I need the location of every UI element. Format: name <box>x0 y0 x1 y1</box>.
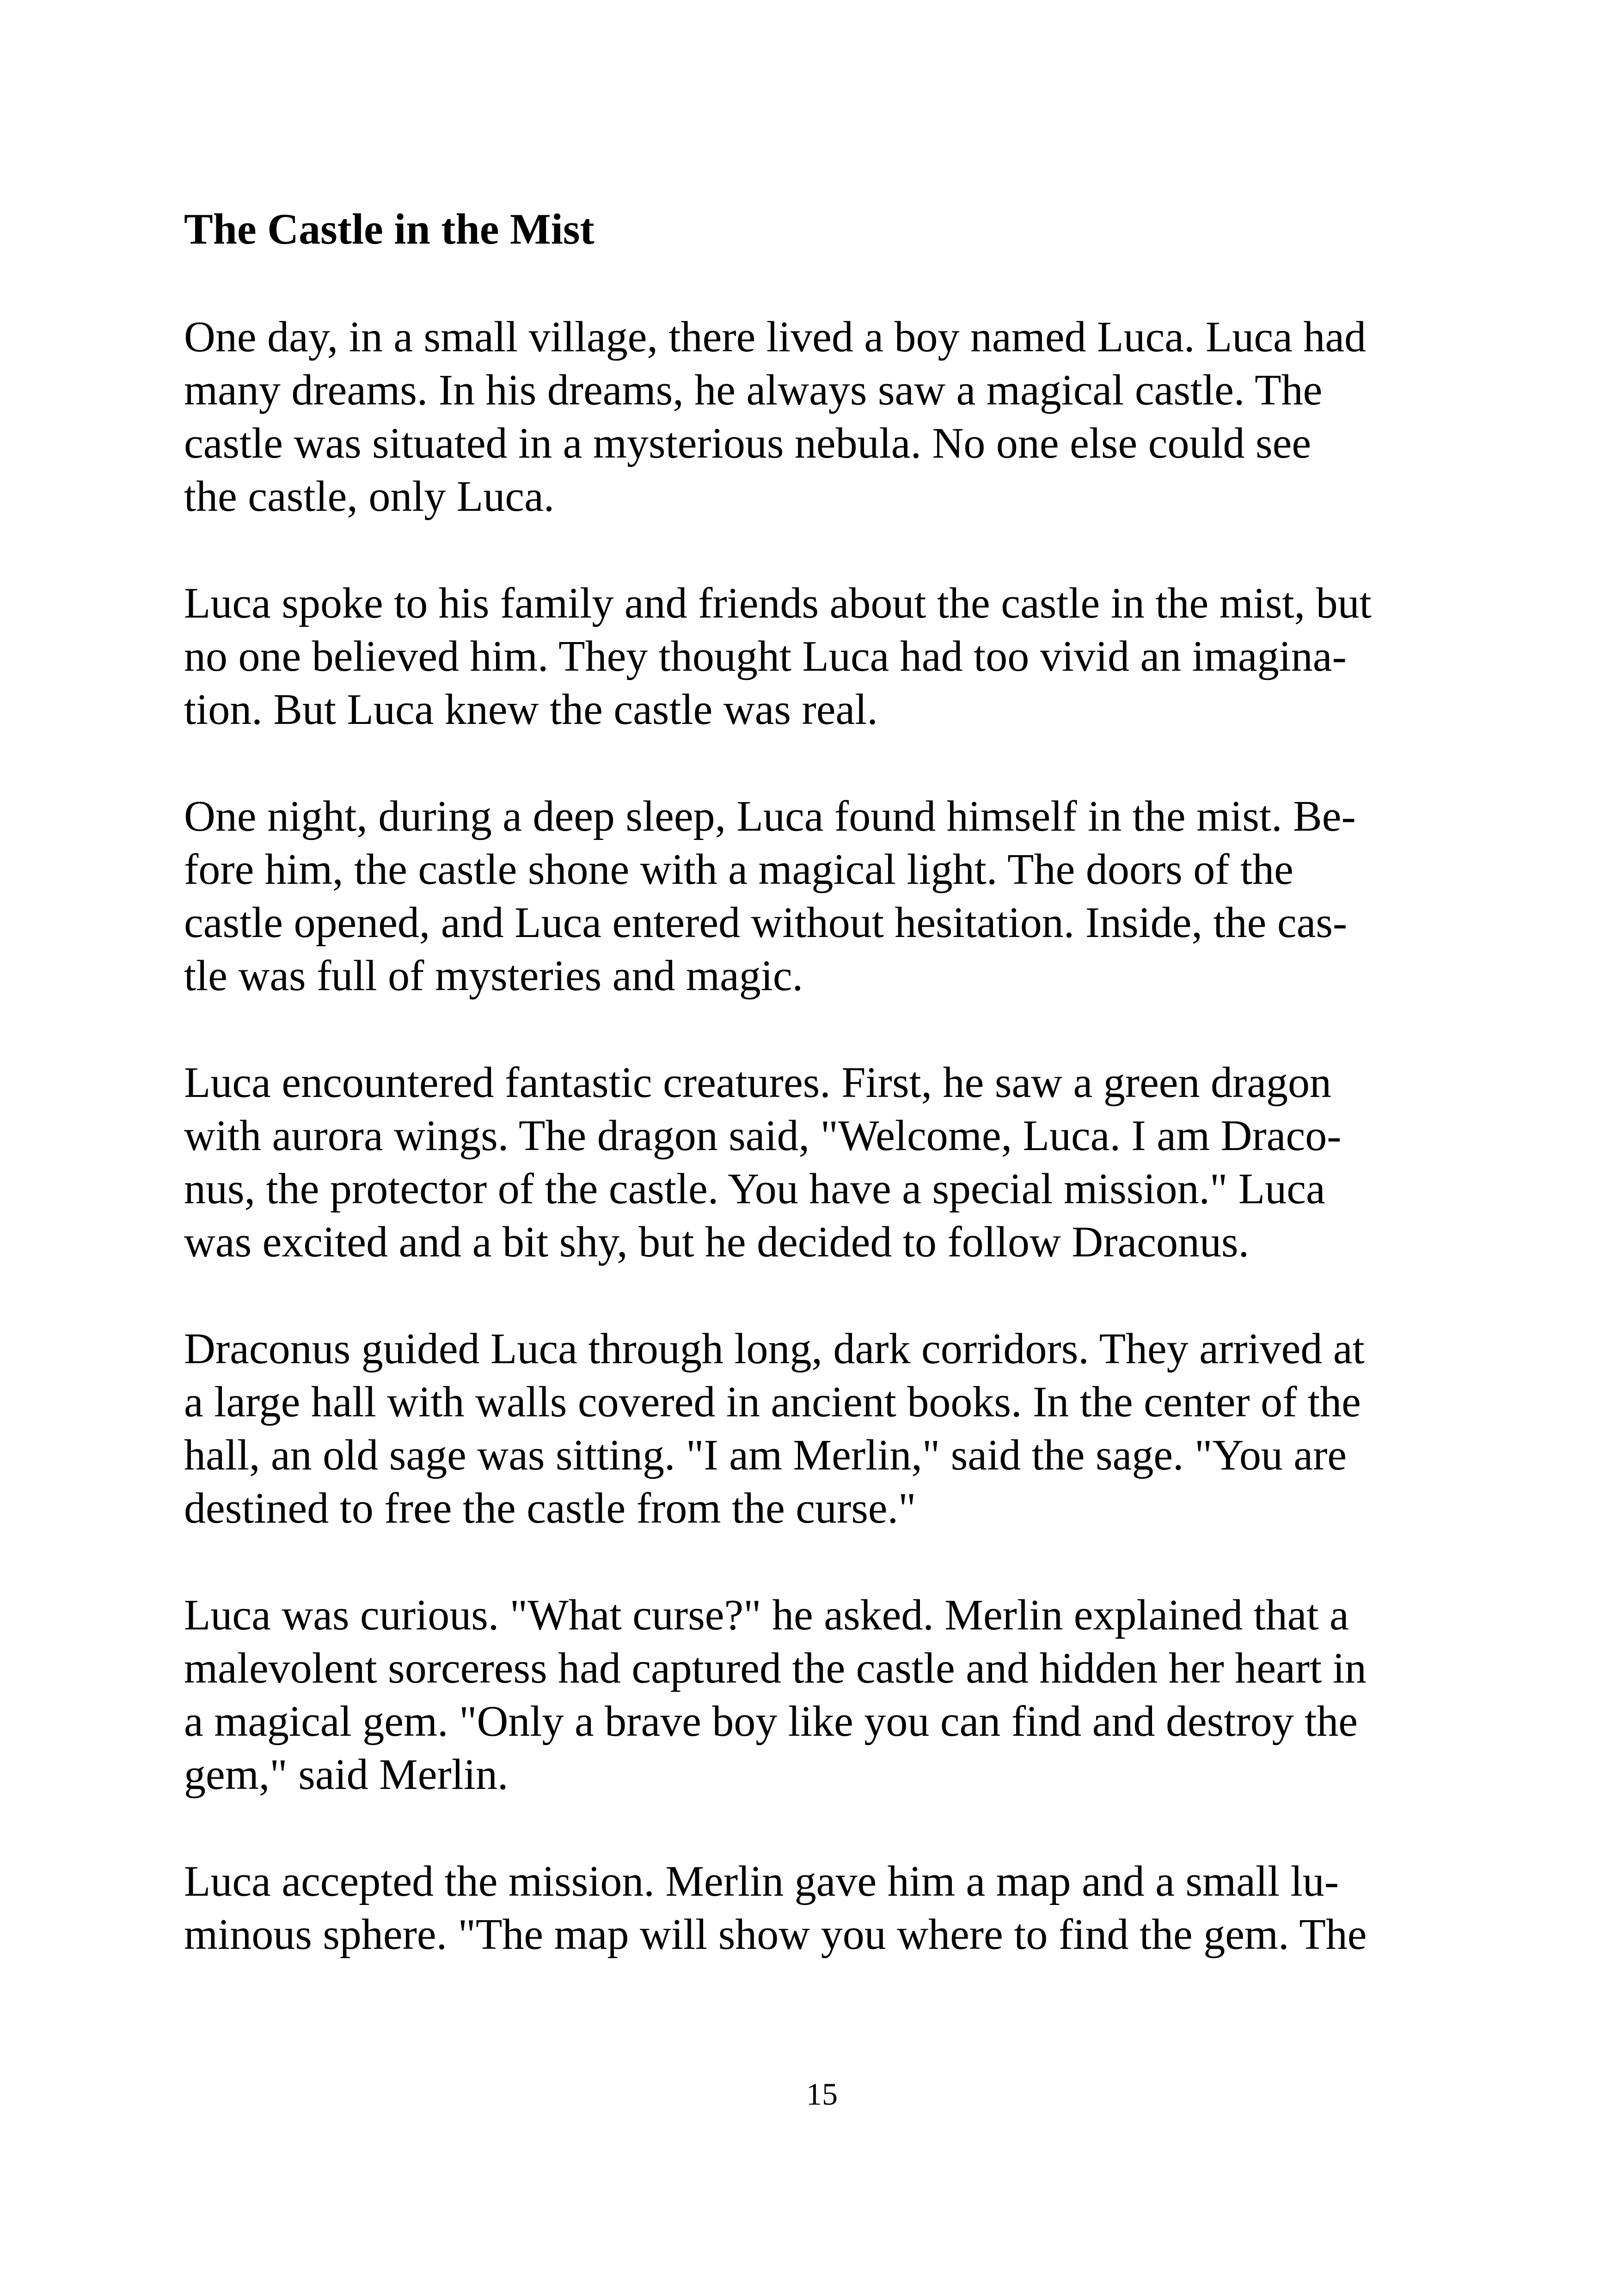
text-line: the castle, only Luca. <box>184 472 555 520</box>
story-body <box>184 311 1460 2015</box>
text-line: was excited and a bit shy, but he decided to follow Draconus. <box>184 1218 1250 1266</box>
paragraph-7 <box>184 1855 1460 1961</box>
paragraph-4 <box>184 1056 1460 1269</box>
document-page <box>184 0 1460 2296</box>
text-line: many dreams. In his dreams, he always saw a magical castle. The <box>184 366 1323 414</box>
text-line: hall, an old sage was sitting. "I am Merlin," said the sage. "You are <box>184 1431 1347 1479</box>
text-line: gem," said Merlin. <box>184 1751 509 1799</box>
text-line: no one believed him. They thought Luca had too vivid an imagina- <box>184 632 1347 680</box>
text-line: fore him, the castle shone with a magical light. The doors of the <box>184 845 1293 894</box>
text-line: a large hall with walls covered in ancient books. In the center of the <box>184 1378 1361 1426</box>
paragraph-3 <box>184 790 1460 1003</box>
page-number: 15 <box>806 2076 838 2112</box>
text-line: a magical gem. "Only a brave boy like you can find and destroy the <box>184 1697 1358 1745</box>
text-line: nus, the protector of the castle. You have a special mission." Luca <box>184 1165 1325 1213</box>
text-line: Luca was curious. "What curse?" he asked. Merlin explained that a <box>184 1591 1349 1639</box>
text-line: castle was situated in a mysterious nebula. No one else could see <box>184 419 1312 467</box>
text-line: Draconus guided Luca through long, dark corridors. They arrived at <box>184 1325 1365 1373</box>
paragraph-2 <box>184 577 1460 736</box>
text-line: tle was full of mysteries and magic. <box>184 952 803 1000</box>
text-line: Luca accepted the mission. Merlin gave him a map and a small lu- <box>184 1857 1339 1905</box>
text-line: One night, during a deep sleep, Luca found himself in the mist. Be- <box>184 792 1356 840</box>
text-line: One day, in a small village, there lived a boy named Luca. Luca had <box>184 313 1367 361</box>
paragraph-5 <box>184 1322 1460 1535</box>
text-line: destined to free the castle from the curse." <box>184 1484 916 1532</box>
text-line: with aurora wings. The dragon said, "Welcome, Luca. I am Draco- <box>184 1112 1342 1160</box>
text-line: castle opened, and Luca entered without hesitation. Inside, the cas- <box>184 899 1348 947</box>
story-title: The Castle in the Mist <box>184 205 594 253</box>
text-line: minous sphere. "The map will show you where to find the gem. The <box>184 1910 1367 1959</box>
text-line: Luca spoke to his family and friends about the castle in the mist, but <box>184 579 1372 627</box>
text-line: tion. But Luca knew the castle was real. <box>184 686 878 734</box>
paragraph-6 <box>184 1589 1460 1801</box>
text-line: malevolent sorceress had captured the castle and hidden her heart in <box>184 1644 1367 1692</box>
text-line: Luca encountered fantastic creatures. First, he saw a green dragon <box>184 1059 1332 1107</box>
paragraph-1 <box>184 311 1460 523</box>
